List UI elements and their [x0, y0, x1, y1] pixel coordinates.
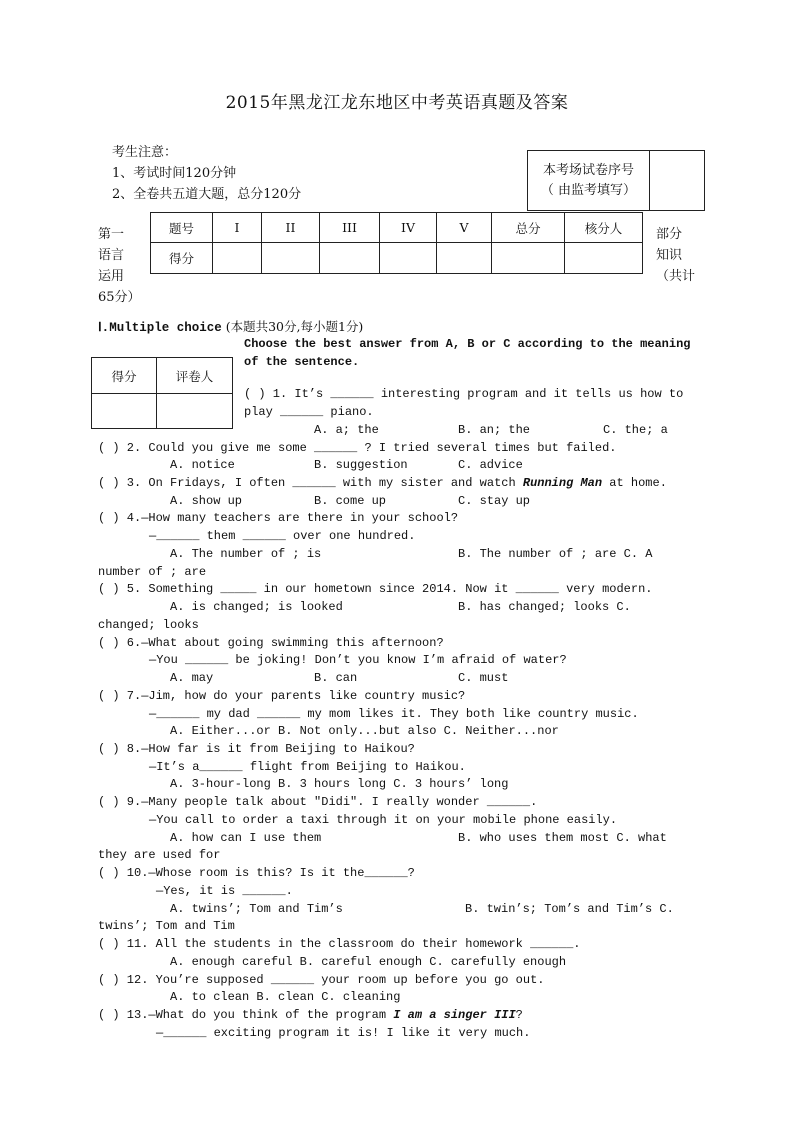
option: C. stay up	[458, 494, 531, 508]
section1-heading-rest: (本题共30分,每小题1分)	[221, 319, 364, 334]
question-6: ( ) 6.—What about going swimming this afternoon?	[98, 636, 444, 650]
score-cell	[565, 243, 643, 274]
part-right-line: 部分	[656, 227, 683, 242]
score-cell	[380, 243, 437, 274]
score-cell	[437, 243, 492, 274]
question-3	[98, 476, 667, 490]
question-7: ( ) 7.—Jim, how do your parents like country music?	[98, 689, 466, 703]
question-1: ( ) 1. It’s ______ interesting program and it tells us how to	[244, 387, 684, 401]
grader-person-label: 评卷人	[157, 358, 233, 394]
option: B. come up	[314, 494, 387, 508]
score-header: IV	[380, 213, 437, 243]
score-header: 题号	[151, 213, 213, 243]
option: C. must	[458, 671, 509, 685]
option-wrap: changed; looks	[98, 618, 199, 632]
part-right-line: （共计	[656, 269, 696, 284]
section1-instruction: of the sentence.	[244, 355, 360, 369]
options: A. 3-hour-long B. 3 hours long C. 3 hours’ long	[170, 777, 509, 791]
score-table	[150, 212, 643, 274]
section1-instruction: Choose the best answer from A, B or C according to the meaning	[244, 337, 691, 351]
question-12: ( ) 12. You’re supposed ______ your room up before you go out.	[98, 973, 545, 987]
option: C. advice	[458, 458, 523, 472]
notice-heading: 考生注意：	[112, 145, 178, 160]
option: A. how can I use them	[170, 831, 322, 845]
option: A. twins’; Tom and Tim’s	[170, 902, 343, 916]
score-header: 核分人	[565, 213, 643, 243]
question-10: ( ) 10.—Whose room is this? Is it the______?	[98, 866, 415, 880]
question-8-reply: —It’s a______ flight from Beijing to Haikou.	[149, 760, 466, 774]
option: A. show up	[170, 494, 243, 508]
notice-item-1: 1、考试时间120分钟	[112, 166, 237, 181]
question-1-cont: play ______ piano.	[244, 405, 374, 419]
option: A. may	[170, 671, 214, 685]
serial-box-label	[528, 151, 650, 211]
question-7-reply: —______ my dad ______ my mom likes it. They both like country music.	[149, 707, 639, 721]
question-13-tail: ?	[515, 1008, 523, 1022]
program-title: Running Man	[522, 476, 603, 490]
option: B. twin’s; Tom’s and Tim’s C.	[465, 902, 674, 916]
serial-box	[527, 150, 705, 211]
grader-table	[91, 357, 233, 429]
part-left-line: 语言	[98, 248, 125, 263]
question-11: ( ) 11. All the students in the classroom do their homework ______.	[98, 937, 581, 951]
score-cell	[262, 243, 320, 274]
options: A. Either...or B. Not only...but also C. Neither...nor	[170, 724, 559, 738]
option: B. who uses them most C. what	[458, 831, 667, 845]
score-header: V	[437, 213, 492, 243]
grader-person-cell	[157, 394, 233, 429]
question-13-reply: —______ exciting program it is! I like it very much.	[156, 1026, 531, 1040]
notice-item-2: 2、全卷共五道大题，总分120分	[112, 187, 302, 202]
part-left-line: 第一	[98, 227, 125, 242]
part-label-right	[656, 224, 695, 287]
option-wrap: twins’; Tom and Tim	[98, 919, 235, 933]
serial-box-line2: （ 由监考填写）	[540, 182, 637, 198]
option: B. suggestion	[314, 458, 408, 472]
question-10-reply: —Yes, it is ______.	[156, 884, 293, 898]
page-title: 2015年黑龙江龙东地区中考英语真题及答案	[225, 93, 569, 113]
serial-box-line1: 本考场试卷序号	[542, 162, 634, 178]
grader-score-cell	[92, 394, 157, 429]
score-header: 总分	[492, 213, 565, 243]
serial-box-value	[650, 151, 705, 211]
question-3-tail: at home.	[602, 476, 667, 490]
question-4-reply: —______ them ______ over one hundred.	[149, 529, 416, 543]
option: B. has changed; looks C.	[458, 600, 631, 614]
option: B. can	[314, 671, 358, 685]
part-left-line: 65分）	[98, 290, 141, 305]
option-wrap: number of ; are	[98, 565, 207, 579]
score-cell	[492, 243, 565, 274]
program-title: I am a singer III	[393, 1008, 516, 1022]
option: A. The number of ; is	[170, 547, 322, 561]
part-left-line: 运用	[98, 269, 125, 284]
option-wrap: they are used for	[98, 848, 221, 862]
score-cell	[213, 243, 262, 274]
question-6-reply: —You ______ be joking! Don’t you know I’m afraid of water?	[149, 653, 567, 667]
score-header: III	[320, 213, 380, 243]
question-9: ( ) 9.—Many people talk about "Didi". I really wonder ______.	[98, 795, 538, 809]
question-2: ( ) 2. Could you give me some ______ ? I tried several times but failed.	[98, 441, 617, 455]
section1-heading-bold: Ⅰ.Multiple choice	[98, 321, 222, 335]
part-right-line: 知识	[656, 248, 683, 263]
option: A. notice	[170, 458, 235, 472]
question-13-text: ( ) 13.—What do you think of the program	[98, 1008, 394, 1022]
question-4: ( ) 4.—How many teachers are there in your school?	[98, 511, 459, 525]
question-9-reply: —You call to order a taxi through it on your mobile phone easily.	[149, 813, 618, 827]
score-header: I	[213, 213, 262, 243]
section1-heading	[98, 317, 363, 335]
score-cell	[320, 243, 380, 274]
option: A. a; the	[314, 423, 379, 437]
part-label-left	[98, 224, 141, 308]
option: B. The number of ; are C. A	[458, 547, 653, 561]
options: A. enough careful B. careful enough C. carefully enough	[170, 955, 567, 969]
question-3-text: ( ) 3. On Fridays, I often ______ with my sister and watch	[98, 476, 523, 490]
score-row-label: 得分	[151, 243, 213, 274]
question-5: ( ) 5. Something _____ in our hometown since 2014. Now it ______ very modern.	[98, 582, 653, 596]
options: A. to clean B. clean C. cleaning	[170, 990, 401, 1004]
option: A. is changed; is looked	[170, 600, 343, 614]
score-header: II	[262, 213, 320, 243]
option: C. the; a	[603, 423, 668, 437]
question-8: ( ) 8.—How far is it from Beijing to Haikou?	[98, 742, 415, 756]
question-13	[98, 1008, 523, 1022]
option: B. an; the	[458, 423, 531, 437]
grader-score-label: 得分	[92, 358, 157, 394]
